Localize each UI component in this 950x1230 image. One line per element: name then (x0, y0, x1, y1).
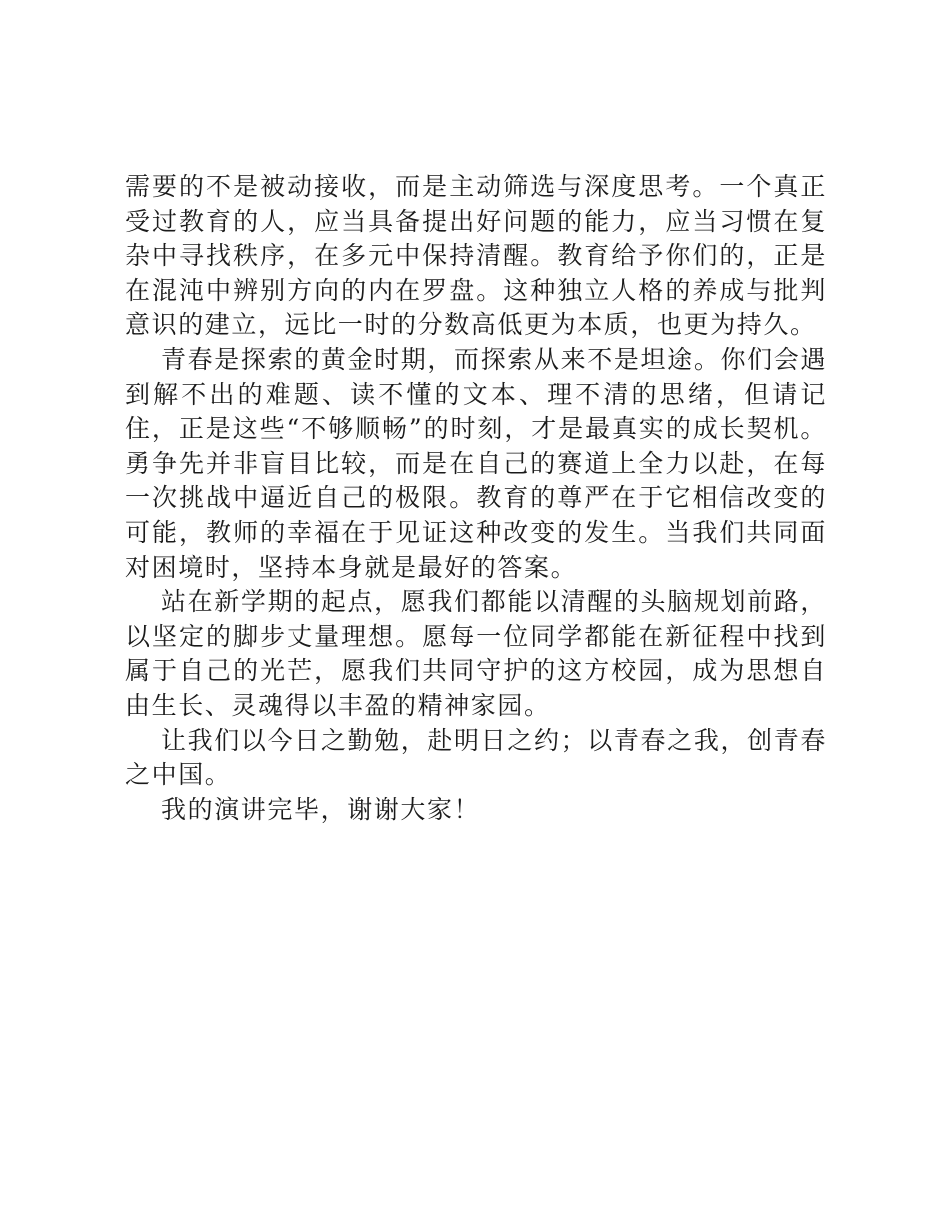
paragraph-new-semester: 站在新学期的起点，愿我们都能以清醒的头脑规划前路，以坚定的脚步丈量理想。愿每一位同学都能在新征程中找到属于自己的光芒，愿我们共同守护的这方校园，成为思想自由生长、灵魂得以丰盈的精神家园。 (125, 587, 827, 720)
paragraph-call-to-action: 让我们以今日之勤勉，赴明日之约；以青春之我，创青春之中国。 (125, 725, 827, 790)
paragraph-youth-exploration: 青春是探索的黄金时期，而探索从来不是坦途。你们会遇到解不出的难题、读不懂的文本、理不清的思绪，但请记住，正是这些“不够顺畅”的时刻，才是最真实的成长契机。勇争先并非盲目比较，而是在自己的赛道上全力以赴，在每一次挑战中逼近自己的极限。教育的尊严在于它相信改变的可能，教师的幸福在于见证这种改变的发生。当我们共同面对困境时，坚持本身就是最好的答案。 (125, 344, 827, 582)
paragraph-closing: 我的演讲完毕，谢谢大家！ (161, 794, 481, 824)
speech-body (125, 170, 827, 827)
paragraph-continuation: 需要的不是被动接收，而是主动筛选与深度思考。一个真正受过教育的人，应当具备提出好问题的能力，应当习惯在复杂中寻找秩序，在多元中保持清醒。教育给予你们的，正是在混沌中辨别方向的内在罗盘。这种独立人格的养成与批判意识的建立，远比一时的分数高低更为本质，也更为持久。 (125, 172, 827, 340)
